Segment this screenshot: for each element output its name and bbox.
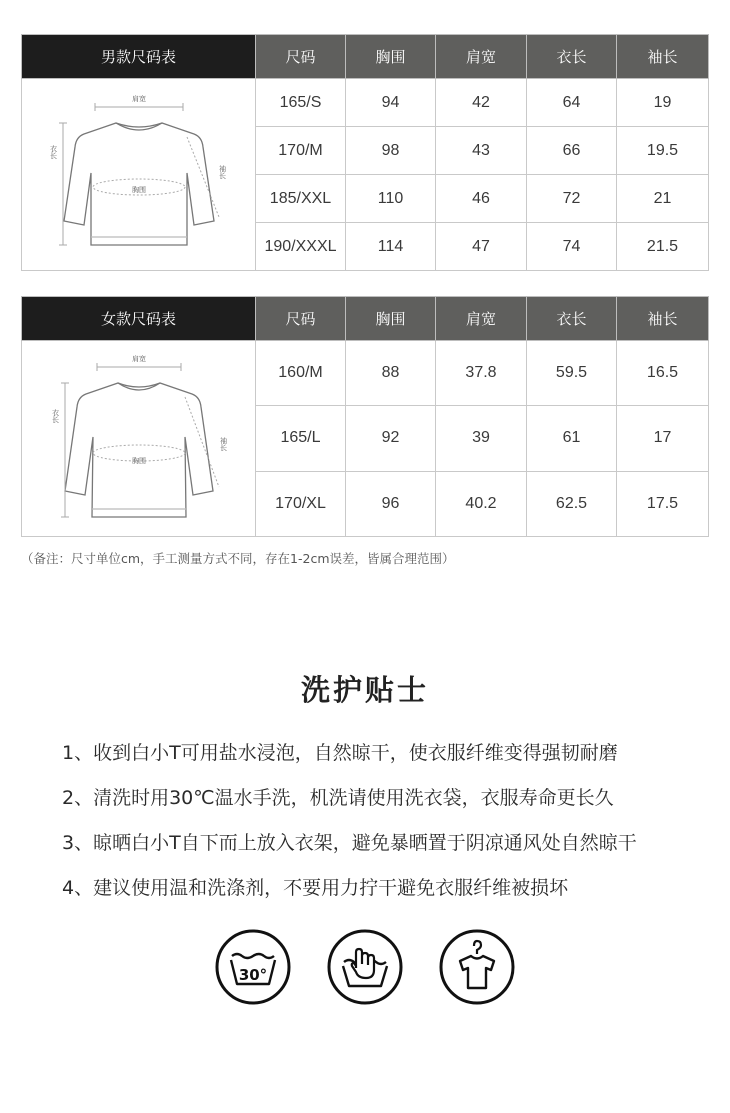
hang-dry-icon [438, 928, 516, 1006]
diagram-sleeve-label: 袖长 [218, 165, 225, 179]
cell-chest: 110 [346, 175, 436, 223]
cell-length: 59.5 [527, 341, 617, 406]
cell-sleeve: 21 [617, 175, 709, 223]
cell-size: 170/M [256, 127, 346, 175]
cell-chest: 114 [346, 223, 436, 271]
cell-shoulder: 37.8 [436, 341, 527, 406]
diagram-length-label: 衣长 [51, 409, 58, 423]
cell-chest: 98 [346, 127, 436, 175]
cell-size: 165/S [256, 79, 346, 127]
cell-length: 66 [527, 127, 617, 175]
list-item: 3、晾晒白小T自下而上放入衣架，避免暴晒置于阴凉通风处自然晾干 [62, 832, 637, 854]
hand-wash-icon [326, 928, 404, 1006]
men-header-length: 衣长 [527, 35, 617, 79]
measurement-note: （备注：尺寸单位cm，手工测量方式不同，存在1-2cm误差，皆属合理范围） [21, 551, 455, 566]
cell-chest: 92 [346, 406, 436, 471]
cell-sleeve: 19.5 [617, 127, 709, 175]
list-item: 2、清洗时用30℃温水手洗，机洗请使用洗衣袋，衣服寿命更长久 [62, 787, 614, 809]
women-size-table [21, 296, 709, 537]
cell-sleeve: 19 [617, 79, 709, 127]
cell-size: 190/XXXL [256, 223, 346, 271]
diagram-chest-label: 胸围 [131, 458, 146, 465]
cell-shoulder: 39 [436, 406, 527, 471]
diagram-sleeve-label: 袖长 [219, 437, 226, 451]
cell-size: 165/L [256, 406, 346, 471]
cell-shoulder: 47 [436, 223, 527, 271]
men-shirt-diagram [22, 79, 256, 271]
men-header-size: 尺码 [256, 35, 346, 79]
men-header-chest: 胸围 [346, 35, 436, 79]
care-title: 洗护贴士 [300, 673, 429, 707]
women-header-length: 衣长 [527, 297, 617, 341]
cell-sleeve: 17 [617, 406, 709, 471]
men-size-table [21, 34, 709, 271]
cell-length: 61 [527, 406, 617, 471]
table-row [22, 341, 709, 406]
wash-30-icon [214, 928, 292, 1006]
women-shirt-diagram [22, 341, 256, 537]
cell-sleeve: 17.5 [617, 471, 709, 536]
care-tips-list [62, 738, 722, 918]
cell-shoulder: 46 [436, 175, 527, 223]
cell-sleeve: 21.5 [617, 223, 709, 271]
women-table-title: 女款尺码表 [22, 297, 256, 341]
diagram-shoulder-label: 肩宽 [131, 96, 146, 103]
cell-chest: 94 [346, 79, 436, 127]
cell-shoulder: 40.2 [436, 471, 527, 536]
women-header-size: 尺码 [256, 297, 346, 341]
diagram-chest-label: 胸围 [131, 187, 146, 194]
diagram-length-label: 衣长 [49, 145, 56, 159]
cell-size: 170/XL [256, 471, 346, 536]
list-item: 1、收到白小T可用盐水浸泡，自然晾干，使衣服纤维变得强韧耐磨 [62, 742, 618, 764]
cell-length: 72 [527, 175, 617, 223]
cell-chest: 88 [346, 341, 436, 406]
men-header-shoulder: 肩宽 [436, 35, 527, 79]
cell-size: 185/XXL [256, 175, 346, 223]
cell-length: 74 [527, 223, 617, 271]
cell-sleeve: 16.5 [617, 341, 709, 406]
cell-shoulder: 42 [436, 79, 527, 127]
wash-temp-label: 30° [238, 966, 268, 984]
cell-shoulder: 43 [436, 127, 527, 175]
men-table-title: 男款尺码表 [22, 35, 256, 79]
women-header-shoulder: 肩宽 [436, 297, 527, 341]
cell-size: 160/M [256, 341, 346, 406]
diagram-shoulder-label: 肩宽 [131, 356, 146, 363]
table-row [22, 79, 709, 127]
cell-length: 64 [527, 79, 617, 127]
cell-chest: 96 [346, 471, 436, 536]
cell-length: 62.5 [527, 471, 617, 536]
list-item: 4、建议使用温和洗涤剂，不要用力拧干避免衣服纤维被损坏 [62, 877, 569, 899]
women-header-chest: 胸围 [346, 297, 436, 341]
women-header-sleeve: 袖长 [617, 297, 709, 341]
men-header-sleeve: 袖长 [617, 35, 709, 79]
